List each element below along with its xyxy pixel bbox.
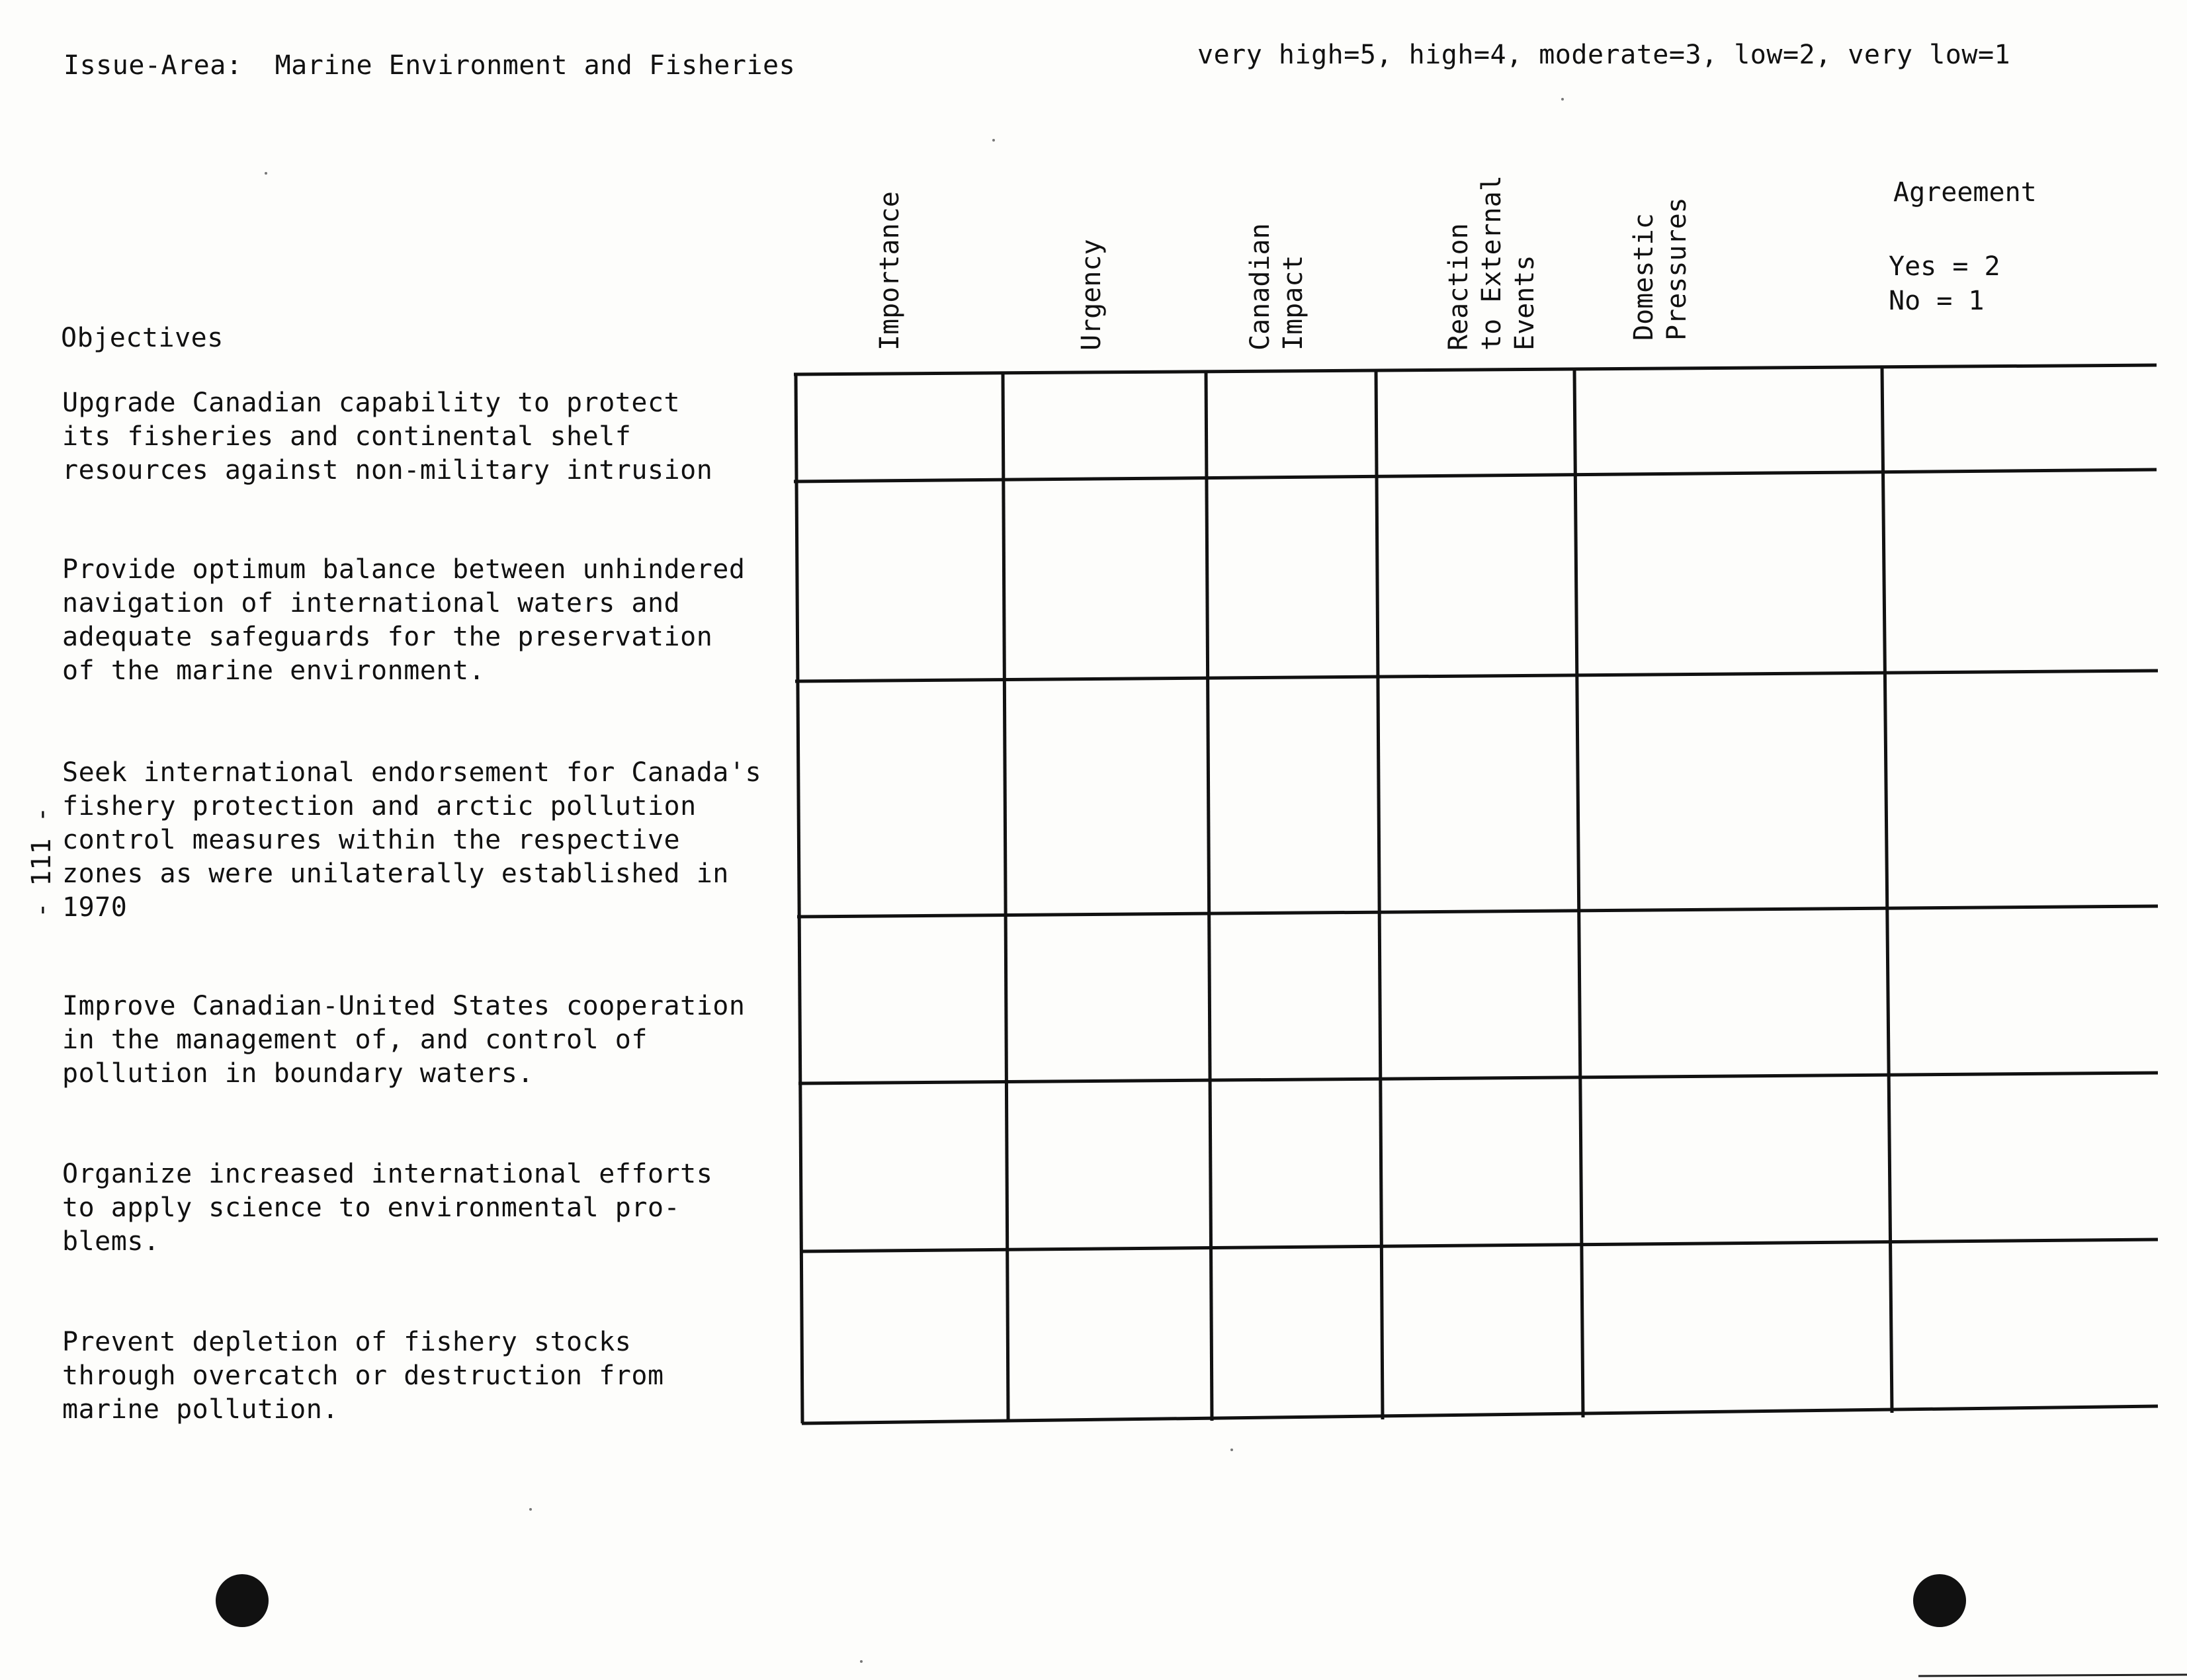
scan-speck — [992, 139, 995, 142]
column-header-reaction-to-external-events: Reaction to External Events — [1443, 175, 1540, 351]
scan-speck — [860, 1660, 863, 1663]
grid-col-line-0 — [796, 374, 802, 1423]
scan-speck — [529, 1508, 532, 1511]
bottom-edge-rule — [1918, 1675, 2187, 1676]
grid-col-line-3 — [1376, 370, 1383, 1419]
column-header-urgency: Urgency — [1076, 239, 1107, 351]
rating-scale-legend: very high=5, high=4, moderate=3, low=2, very low=1 — [1197, 40, 2011, 70]
agreement-yes-value: Yes = 2 — [1889, 251, 2000, 282]
objective-2: Provide optimum balance between unhindered navigation of international waters and adequate safeguards for the preservation of the marine environment. — [62, 554, 746, 686]
grid-col-line-4 — [1574, 369, 1583, 1417]
objective-3: Seek international endorsement for Canada's fishery protection and arctic pollution control measures within the respective zones as were unilaterally established in 1970 — [62, 757, 762, 923]
issue-area-title: Issue-Area: Marine Environment and Fisheries — [64, 50, 796, 81]
grid-col-line-5 — [1882, 367, 1892, 1413]
grid-col-line-1 — [1003, 373, 1008, 1422]
grid-rule-row-1 — [794, 470, 2157, 482]
scan-speck — [265, 172, 267, 175]
column-header-importance: Importance — [875, 191, 905, 351]
grid-rule-row-4 — [798, 1073, 2158, 1083]
column-header-agreement: Agreement — [1893, 177, 2037, 208]
agreement-no-value: No = 1 — [1889, 286, 1985, 316]
grid-col-line-2 — [1206, 372, 1212, 1421]
objective-4: Improve Canadian-United States cooperation in the management of, and control of pollution in boundary waters. — [62, 991, 746, 1089]
grid-rule-top — [794, 365, 2157, 374]
grid-rule-bottom — [802, 1406, 2158, 1423]
column-header-canadian-impact: Canadian Impact — [1245, 223, 1308, 351]
grid-rule-row-3 — [797, 906, 2158, 917]
column-header-domestic-pressures: Domestic Pressures — [1629, 197, 1692, 341]
punch-hole-right — [1913, 1574, 1966, 1627]
grid-rule-row-5 — [800, 1239, 2158, 1251]
objective-6: Prevent depletion of fishery stocks through overcatch or destruction from marine pollution. — [62, 1327, 664, 1425]
page-number: - 111 - — [26, 806, 57, 918]
scan-speck — [1561, 98, 1564, 101]
punch-hole-left — [216, 1574, 269, 1627]
objective-5: Organize increased international efforts to apply science to environmental pro- blems. — [62, 1159, 713, 1257]
objectives-heading: Objectives — [61, 323, 224, 353]
grid-rule-row-2 — [795, 671, 2158, 681]
objective-1: Upgrade Canadian capability to protect its fisheries and continental shelf resources against non-military intrusion — [62, 388, 713, 485]
scan-speck — [1230, 1449, 1233, 1451]
